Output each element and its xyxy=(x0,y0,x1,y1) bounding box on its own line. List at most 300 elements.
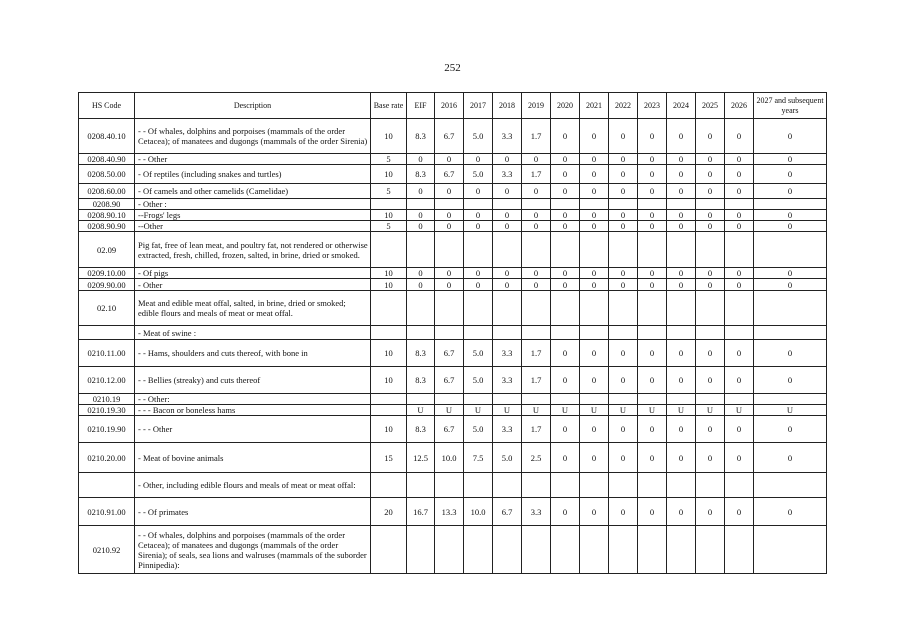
rate-cell: 5.0 xyxy=(464,119,493,154)
rate-cell: 8.3 xyxy=(407,165,435,184)
rate-cell: 0 xyxy=(696,119,725,154)
rate-cell xyxy=(371,526,407,574)
rate-cell xyxy=(725,473,754,498)
rate-cell: 0 xyxy=(725,443,754,473)
rate-cell xyxy=(754,526,827,574)
description-cell: - Other, including edible flours and meals of meat or meat offal: xyxy=(135,473,371,498)
rate-cell: 5 xyxy=(371,184,407,199)
rate-cell xyxy=(725,199,754,210)
rate-cell: 0 xyxy=(609,367,638,394)
rate-cell: 10 xyxy=(371,416,407,443)
rate-cell: 13.3 xyxy=(435,498,464,526)
rate-cell: 0 xyxy=(435,268,464,279)
rate-cell xyxy=(667,326,696,340)
rate-cell: 0 xyxy=(493,184,522,199)
table-row xyxy=(79,184,827,199)
description-cell: - - Other xyxy=(135,154,371,165)
rate-cell xyxy=(435,394,464,405)
rate-cell xyxy=(493,526,522,574)
rate-cell: U xyxy=(609,405,638,416)
rate-cell: U xyxy=(551,405,580,416)
hs-code-cell: 0208.50.00 xyxy=(79,165,135,184)
header-2023: 2023 xyxy=(638,93,667,119)
rate-cell xyxy=(696,291,725,326)
table-row xyxy=(79,154,827,165)
rate-cell: 0 xyxy=(667,279,696,291)
hs-code-cell: 02.09 xyxy=(79,232,135,268)
table-row xyxy=(79,394,827,405)
description-cell: Meat and edible meat offal, salted, in brine, dried or smoked; edible flours and meals of meat or meat offal. xyxy=(135,291,371,326)
rate-cell: 0 xyxy=(435,221,464,232)
rate-cell xyxy=(371,473,407,498)
hs-code-cell: 0210.92 xyxy=(79,526,135,574)
rate-cell: 0 xyxy=(551,210,580,221)
rate-cell: 0 xyxy=(580,165,609,184)
rate-cell: 0 xyxy=(696,268,725,279)
rate-cell: 0 xyxy=(551,340,580,367)
rate-cell: 0 xyxy=(551,119,580,154)
rate-cell: 0 xyxy=(725,184,754,199)
rate-cell: 0 xyxy=(407,154,435,165)
rate-cell: 0 xyxy=(638,165,667,184)
rate-cell: 0 xyxy=(522,279,551,291)
hs-code-cell: 0210.19 xyxy=(79,394,135,405)
table-row xyxy=(79,165,827,184)
rate-cell: 0 xyxy=(580,340,609,367)
rate-cell: 0 xyxy=(725,279,754,291)
rate-cell: 8.3 xyxy=(407,119,435,154)
description-cell: - Of pigs xyxy=(135,268,371,279)
table-row xyxy=(79,279,827,291)
rate-cell: 3.3 xyxy=(522,498,551,526)
rate-cell: 16.7 xyxy=(407,498,435,526)
rate-cell: 0 xyxy=(580,119,609,154)
rate-cell: 0 xyxy=(551,443,580,473)
rate-cell: 0 xyxy=(580,443,609,473)
header-eif: EIF xyxy=(407,93,435,119)
rate-cell xyxy=(493,291,522,326)
rate-cell: 0 xyxy=(464,268,493,279)
table-row xyxy=(79,232,827,268)
rate-cell: 0 xyxy=(493,279,522,291)
description-cell: - Of reptiles (including snakes and turtles) xyxy=(135,165,371,184)
rate-cell: 0 xyxy=(407,268,435,279)
rate-cell: 15 xyxy=(371,443,407,473)
rate-cell xyxy=(667,199,696,210)
hs-code-cell: 0210.11.00 xyxy=(79,340,135,367)
description-cell: - - Hams, shoulders and cuts thereof, with bone in xyxy=(135,340,371,367)
rate-cell: 0 xyxy=(551,268,580,279)
rate-cell: 0 xyxy=(725,165,754,184)
rate-cell xyxy=(371,291,407,326)
rate-cell xyxy=(580,526,609,574)
rate-cell: 1.7 xyxy=(522,165,551,184)
rate-cell xyxy=(725,232,754,268)
rate-cell: U xyxy=(725,405,754,416)
rate-cell xyxy=(696,199,725,210)
rate-cell: 0 xyxy=(580,268,609,279)
rate-cell: U xyxy=(696,405,725,416)
rate-cell xyxy=(493,326,522,340)
description-cell: - Other : xyxy=(135,199,371,210)
rate-cell: 10 xyxy=(371,340,407,367)
rate-cell: U xyxy=(522,405,551,416)
rate-cell: 0 xyxy=(609,498,638,526)
rate-cell xyxy=(551,291,580,326)
description-cell: - - Of primates xyxy=(135,498,371,526)
rate-cell: 0 xyxy=(522,210,551,221)
rate-cell: 1.7 xyxy=(522,340,551,367)
table-row xyxy=(79,119,827,154)
hs-code-cell: 0208.40.10 xyxy=(79,119,135,154)
rate-cell: 0 xyxy=(580,416,609,443)
rate-cell: 0 xyxy=(609,165,638,184)
rate-cell: 0 xyxy=(609,119,638,154)
rate-cell xyxy=(522,291,551,326)
rate-cell: 0 xyxy=(493,154,522,165)
hs-code-cell: 0210.19.90 xyxy=(79,416,135,443)
rate-cell: 0 xyxy=(667,416,696,443)
table-body xyxy=(79,119,827,574)
rate-cell xyxy=(371,199,407,210)
rate-cell: 0 xyxy=(551,279,580,291)
rate-cell: U xyxy=(435,405,464,416)
rate-cell: 0 xyxy=(725,154,754,165)
rate-cell xyxy=(638,473,667,498)
rate-cell xyxy=(435,232,464,268)
rate-cell: 20 xyxy=(371,498,407,526)
rate-cell: 0 xyxy=(609,268,638,279)
rate-cell: 2.5 xyxy=(522,443,551,473)
rate-cell xyxy=(551,394,580,405)
header-2025: 2025 xyxy=(696,93,725,119)
rate-cell: 0 xyxy=(696,367,725,394)
rate-cell: 0 xyxy=(580,279,609,291)
rate-cell xyxy=(371,405,407,416)
hs-code-cell: 0208.60.00 xyxy=(79,184,135,199)
rate-cell: 0 xyxy=(609,340,638,367)
rate-cell: 3.3 xyxy=(493,416,522,443)
hs-code-cell: 0208.40.90 xyxy=(79,154,135,165)
rate-cell: 0 xyxy=(696,210,725,221)
rate-cell: 0 xyxy=(638,154,667,165)
rate-cell: U xyxy=(493,405,522,416)
rate-cell xyxy=(551,232,580,268)
table-row xyxy=(79,268,827,279)
table-row xyxy=(79,416,827,443)
rate-cell: 0 xyxy=(667,210,696,221)
rate-cell: 0 xyxy=(464,279,493,291)
header-2017: 2017 xyxy=(464,93,493,119)
rate-cell xyxy=(522,199,551,210)
table-row xyxy=(79,367,827,394)
rate-cell: 10 xyxy=(371,367,407,394)
rate-cell: 0 xyxy=(551,221,580,232)
rate-cell: 6.7 xyxy=(493,498,522,526)
rate-cell: 0 xyxy=(493,210,522,221)
table-row xyxy=(79,340,827,367)
rate-cell: 0 xyxy=(696,154,725,165)
rate-cell: 0 xyxy=(638,340,667,367)
rate-cell: 0 xyxy=(754,184,827,199)
rate-cell: 0 xyxy=(725,367,754,394)
rate-cell: 5.0 xyxy=(464,367,493,394)
rate-cell: 0 xyxy=(609,154,638,165)
rate-cell xyxy=(435,526,464,574)
rate-cell xyxy=(638,199,667,210)
rate-cell xyxy=(609,326,638,340)
hs-code-cell: 02.10 xyxy=(79,291,135,326)
rate-cell xyxy=(667,232,696,268)
rate-cell xyxy=(580,394,609,405)
rate-cell: 8.3 xyxy=(407,367,435,394)
rate-cell xyxy=(407,473,435,498)
rate-cell: 8.3 xyxy=(407,416,435,443)
rate-cell xyxy=(407,199,435,210)
rate-cell: 0 xyxy=(580,154,609,165)
rate-cell xyxy=(609,526,638,574)
rate-cell: 10 xyxy=(371,279,407,291)
header-2020: 2020 xyxy=(551,93,580,119)
rate-cell: 0 xyxy=(725,498,754,526)
rate-cell xyxy=(435,291,464,326)
rate-cell: 0 xyxy=(551,154,580,165)
rate-cell: 0 xyxy=(754,443,827,473)
rate-cell xyxy=(435,326,464,340)
rate-cell xyxy=(522,473,551,498)
rate-cell xyxy=(696,526,725,574)
rate-cell xyxy=(667,291,696,326)
rate-cell xyxy=(551,526,580,574)
hs-code-cell xyxy=(79,326,135,340)
rate-cell: 10 xyxy=(371,165,407,184)
rate-cell: 5 xyxy=(371,154,407,165)
rate-cell xyxy=(725,394,754,405)
rate-cell: 0 xyxy=(464,154,493,165)
rate-cell xyxy=(638,232,667,268)
rate-cell: 0 xyxy=(725,268,754,279)
rate-cell: 0 xyxy=(609,443,638,473)
hs-code-cell xyxy=(79,473,135,498)
rate-cell: 0 xyxy=(580,221,609,232)
rate-cell: 0 xyxy=(696,340,725,367)
rate-cell: 0 xyxy=(407,279,435,291)
rate-cell xyxy=(522,232,551,268)
rate-cell xyxy=(407,291,435,326)
hs-code-cell: 0210.20.00 xyxy=(79,443,135,473)
rate-cell: 5.0 xyxy=(464,165,493,184)
rate-cell: 1.7 xyxy=(522,119,551,154)
rate-cell xyxy=(754,199,827,210)
rate-cell: 3.3 xyxy=(493,119,522,154)
rate-cell: 0 xyxy=(725,340,754,367)
rate-cell: 5.0 xyxy=(464,416,493,443)
rate-cell xyxy=(522,394,551,405)
rate-cell: 3.3 xyxy=(493,165,522,184)
rate-cell: 0 xyxy=(580,367,609,394)
rate-cell: 0 xyxy=(609,279,638,291)
hs-code-cell: 0208.90 xyxy=(79,199,135,210)
description-cell: - - Bellies (streaky) and cuts thereof xyxy=(135,367,371,394)
rate-cell xyxy=(580,199,609,210)
rate-cell: 12.5 xyxy=(407,443,435,473)
rate-cell: 0 xyxy=(725,210,754,221)
rate-cell: 0 xyxy=(696,498,725,526)
rate-cell xyxy=(609,232,638,268)
header-2016: 2016 xyxy=(435,93,464,119)
description-cell: - Of camels and other camelids (Camelidae) xyxy=(135,184,371,199)
rate-cell: 0 xyxy=(754,221,827,232)
description-cell: Pig fat, free of lean meat, and poultry fat, not rendered or otherwise extracted, fresh, chilled, frozen, salted, in brine, dried or smoked. xyxy=(135,232,371,268)
description-cell: - Meat of swine : xyxy=(135,326,371,340)
rate-cell: 0 xyxy=(551,498,580,526)
rate-cell xyxy=(754,326,827,340)
rate-cell xyxy=(522,526,551,574)
rate-cell xyxy=(667,526,696,574)
rate-cell xyxy=(667,473,696,498)
rate-cell: 5.0 xyxy=(493,443,522,473)
rate-cell: 0 xyxy=(667,119,696,154)
rate-cell xyxy=(464,473,493,498)
header-2019: 2019 xyxy=(522,93,551,119)
rate-cell: 0 xyxy=(464,184,493,199)
hs-code-cell: 0210.12.00 xyxy=(79,367,135,394)
rate-cell: 0 xyxy=(638,416,667,443)
rate-cell: 0 xyxy=(667,367,696,394)
rate-cell: 0 xyxy=(754,367,827,394)
rate-cell: 0 xyxy=(696,279,725,291)
rate-cell: 0 xyxy=(580,184,609,199)
rate-cell: 10 xyxy=(371,119,407,154)
rate-cell: 0 xyxy=(522,268,551,279)
hs-code-cell: 0209.90.00 xyxy=(79,279,135,291)
rate-cell xyxy=(493,199,522,210)
rate-cell: 5.0 xyxy=(464,340,493,367)
rate-cell: 0 xyxy=(696,184,725,199)
rate-cell: 3.3 xyxy=(493,340,522,367)
rate-cell xyxy=(638,326,667,340)
rate-cell xyxy=(464,232,493,268)
rate-cell xyxy=(696,394,725,405)
rate-cell: 0 xyxy=(522,221,551,232)
rate-cell: 0 xyxy=(754,340,827,367)
header-description: Description xyxy=(135,93,371,119)
rate-cell: 0 xyxy=(638,119,667,154)
rate-cell: 10 xyxy=(371,210,407,221)
rate-cell: 0 xyxy=(725,221,754,232)
rate-cell xyxy=(580,291,609,326)
rate-cell: 0 xyxy=(522,184,551,199)
rate-cell: 6.7 xyxy=(435,340,464,367)
rate-cell: 0 xyxy=(551,367,580,394)
rate-cell: 0 xyxy=(667,165,696,184)
rate-cell: 0 xyxy=(754,119,827,154)
table-row xyxy=(79,473,827,498)
description-cell: - - Other: xyxy=(135,394,371,405)
description-cell: - - - Bacon or boneless hams xyxy=(135,405,371,416)
hs-code-cell: 0208.90.90 xyxy=(79,221,135,232)
rate-cell xyxy=(551,326,580,340)
header-2024: 2024 xyxy=(667,93,696,119)
rate-cell xyxy=(638,526,667,574)
rate-cell: 0 xyxy=(725,119,754,154)
rate-cell: 0 xyxy=(667,268,696,279)
rate-cell xyxy=(407,326,435,340)
description-cell: --Other xyxy=(135,221,371,232)
rate-cell: 0 xyxy=(754,165,827,184)
header-2018: 2018 xyxy=(493,93,522,119)
rate-cell: 0 xyxy=(638,268,667,279)
rate-cell: U xyxy=(638,405,667,416)
rate-cell: 6.7 xyxy=(435,119,464,154)
rate-cell xyxy=(493,232,522,268)
hs-code-cell: 0208.90.10 xyxy=(79,210,135,221)
rate-cell: 0 xyxy=(754,154,827,165)
rate-cell: 0 xyxy=(435,184,464,199)
rate-cell: 3.3 xyxy=(493,367,522,394)
rate-cell xyxy=(638,394,667,405)
rate-cell: 0 xyxy=(609,416,638,443)
hs-code-cell: 0209.10.00 xyxy=(79,268,135,279)
rate-cell: 0 xyxy=(667,443,696,473)
rate-cell xyxy=(371,394,407,405)
rate-cell xyxy=(580,473,609,498)
rate-cell: 0 xyxy=(551,184,580,199)
page-number: 252 xyxy=(444,62,461,74)
rate-cell: 0 xyxy=(638,210,667,221)
rate-cell xyxy=(754,394,827,405)
rate-cell xyxy=(464,394,493,405)
header-hs-code: HS Code xyxy=(79,93,135,119)
rate-cell xyxy=(435,473,464,498)
rate-cell: 0 xyxy=(725,416,754,443)
rate-cell: 0 xyxy=(407,184,435,199)
rate-cell: 0 xyxy=(407,221,435,232)
rate-cell xyxy=(464,291,493,326)
rate-cell: 0 xyxy=(638,184,667,199)
rate-cell: 0 xyxy=(435,279,464,291)
rate-cell xyxy=(609,394,638,405)
rate-cell: 0 xyxy=(667,221,696,232)
rate-cell xyxy=(407,394,435,405)
rate-cell xyxy=(754,232,827,268)
rate-cell xyxy=(696,326,725,340)
rate-cell: 6.7 xyxy=(435,416,464,443)
rate-cell: 0 xyxy=(638,443,667,473)
rate-cell: 6.7 xyxy=(435,367,464,394)
rate-cell xyxy=(407,232,435,268)
rate-cell: 10.0 xyxy=(464,498,493,526)
rate-cell xyxy=(667,394,696,405)
rate-cell: U xyxy=(580,405,609,416)
description-cell: - - - Other xyxy=(135,416,371,443)
rate-cell: 7.5 xyxy=(464,443,493,473)
rate-cell: 0 xyxy=(696,221,725,232)
table-row xyxy=(79,199,827,210)
table-row xyxy=(79,210,827,221)
rate-cell: 0 xyxy=(696,165,725,184)
rate-cell xyxy=(522,326,551,340)
table-row xyxy=(79,443,827,473)
rate-cell: 0 xyxy=(754,416,827,443)
description-cell: - Other xyxy=(135,279,371,291)
rate-cell xyxy=(580,326,609,340)
header-2022: 2022 xyxy=(609,93,638,119)
rate-cell xyxy=(754,473,827,498)
rate-cell: 0 xyxy=(696,416,725,443)
rate-cell: 0 xyxy=(696,443,725,473)
rate-cell: 0 xyxy=(638,279,667,291)
